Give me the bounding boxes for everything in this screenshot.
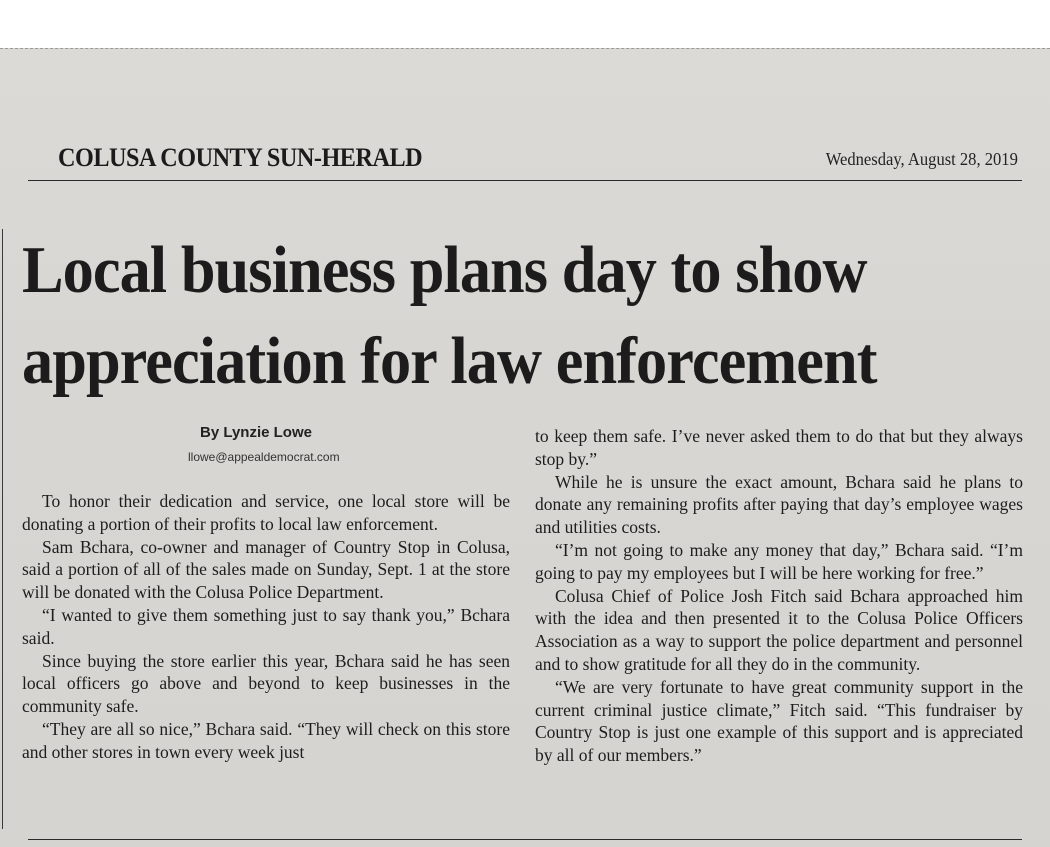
article-headline: [22, 225, 1032, 407]
newspaper-clipping: [0, 48, 1050, 847]
byline: By Lynzie Lowe: [200, 424, 312, 441]
paragraph: “I’m not going to make any money that day,” Bchara said. “I’m going to pay my employees but I will be here working for free.”: [535, 539, 1023, 583]
paragraph: To honor their dedication and service, one local store will be donating a portion of their profits to local law enforcement.: [22, 491, 510, 534]
paragraph: Colusa Chief of Police Josh Fitch said Bchara approached him with the idea and then presented it to the Colusa Police Officers Association as a way to support the police department and personnel and to show gratitude for all they do in the community.: [535, 585, 1023, 674]
adjacent-column-rule: [2, 229, 3, 829]
paragraph: Since buying the store earlier this year, Bchara said he has seen local officers go above and beyond to keep businesses in the community safe.: [22, 650, 510, 717]
headline-line-1: Local business plans day to show: [22, 233, 867, 307]
masthead-rule: [28, 180, 1022, 181]
article-column-1: [22, 490, 510, 764]
paragraph: “We are very fortunate to have great community support in the current criminal justice climate,” Fitch said. “This fundraiser by Country Stop is just one example of this support and is appreciated by all of our members.”: [535, 676, 1023, 766]
article-column-2: [535, 425, 1023, 767]
paragraph: “I wanted to give them something just to say thank you,” Bchara said.: [22, 604, 510, 648]
publication-date: Wednesday, August 28, 2019: [825, 149, 1018, 169]
paragraph: While he is unsure the exact amount, Bchara said he plans to donate any remaining profits after paying that day’s employee wages and utilities costs.: [535, 471, 1023, 538]
paragraph: “They are all so nice,” Bchara said. “They will check on this store and other stores in town every week just: [22, 718, 510, 762]
bottom-rule: [28, 839, 1022, 840]
paragraph-continued: to keep them safe. I’ve never asked them to do that but they always stop by.”: [535, 426, 1023, 469]
author-email: llowe@appealdemocrat.com: [188, 450, 340, 464]
paragraph: Sam Bchara, co-owner and manager of Country Stop in Colusa, said a portion of all of the sales made on Sunday, Sept. 1 at the store will be donated with the Colusa Police Department.: [22, 536, 510, 603]
newspaper-masthead: COLUSA COUNTY SUN-HERALD: [58, 143, 423, 172]
headline-line-2: appreciation for law enforcement: [22, 324, 877, 398]
